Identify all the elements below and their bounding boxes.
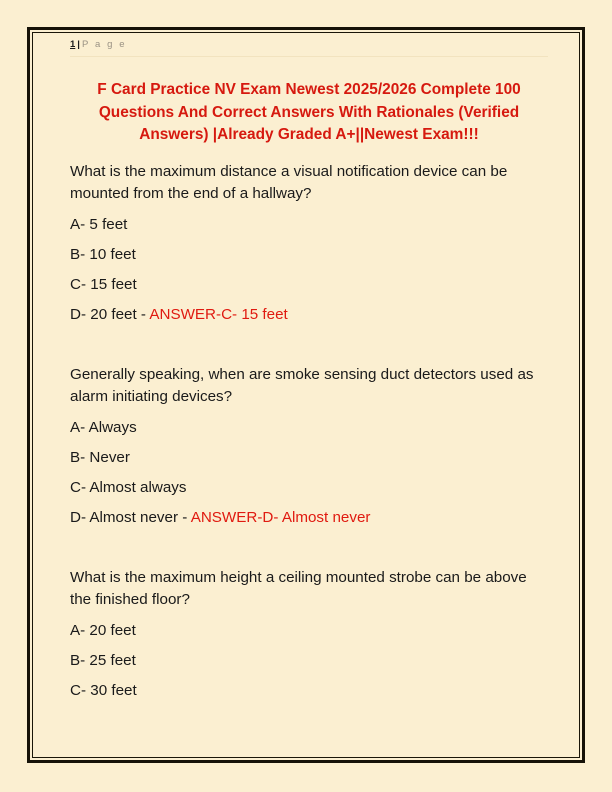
question-option [70,620,548,642]
option-text: A- Always [70,418,137,436]
option-text: D- 20 feet - [70,305,150,323]
header-separator: | [77,39,80,50]
question-stem: Generally speaking, when are smoke sensing duct detectors used as alarm initiating devices? [70,365,534,405]
running-header [70,38,548,57]
page-border-frame [27,27,585,763]
question-option [70,650,548,672]
question-option [70,680,548,702]
questions-container [70,161,548,702]
question-option [70,304,548,326]
option-text: D- Almost never - [70,508,191,526]
option-text: C- 30 feet [70,681,137,699]
question-option [70,274,548,296]
question-option [70,214,548,236]
answer-key-text: ANSWER-D- Almost never [190,508,371,526]
question-option [70,477,548,499]
page-content [70,38,548,702]
block-spacer [70,326,548,348]
page-label: P a g e [81,39,127,50]
answer-key-text: ANSWER-C- 15 feet [149,305,288,323]
option-text: B- 25 feet [70,651,136,669]
question-block [70,364,548,529]
question-stem: What is the maximum distance a visual notification device can be mounted from the end of a hallway? [70,162,508,202]
option-text: B- Never [70,448,130,466]
option-text: A- 5 feet [70,215,128,233]
document-title: F Card Practice NV Exam Newest 2025/2026 Complete 100 Questions And Correct Answers With Rationales (Verified Answers) |Already Graded A+||Newest Exam!!! [97,81,521,143]
block-spacer [70,529,548,551]
option-text: C- Almost always [70,478,187,496]
question-block [70,161,548,326]
option-text: A- 20 feet [70,621,136,639]
question-option [70,447,548,469]
page-number: 1 [70,39,76,50]
question-option [70,507,548,529]
option-text: C- 15 feet [70,275,137,293]
question-option [70,244,548,266]
question-option [70,417,548,439]
question-stem: What is the maximum height a ceiling mounted strobe can be above the finished floor? [70,568,527,608]
option-text: B- 10 feet [70,245,136,263]
question-block [70,567,548,702]
